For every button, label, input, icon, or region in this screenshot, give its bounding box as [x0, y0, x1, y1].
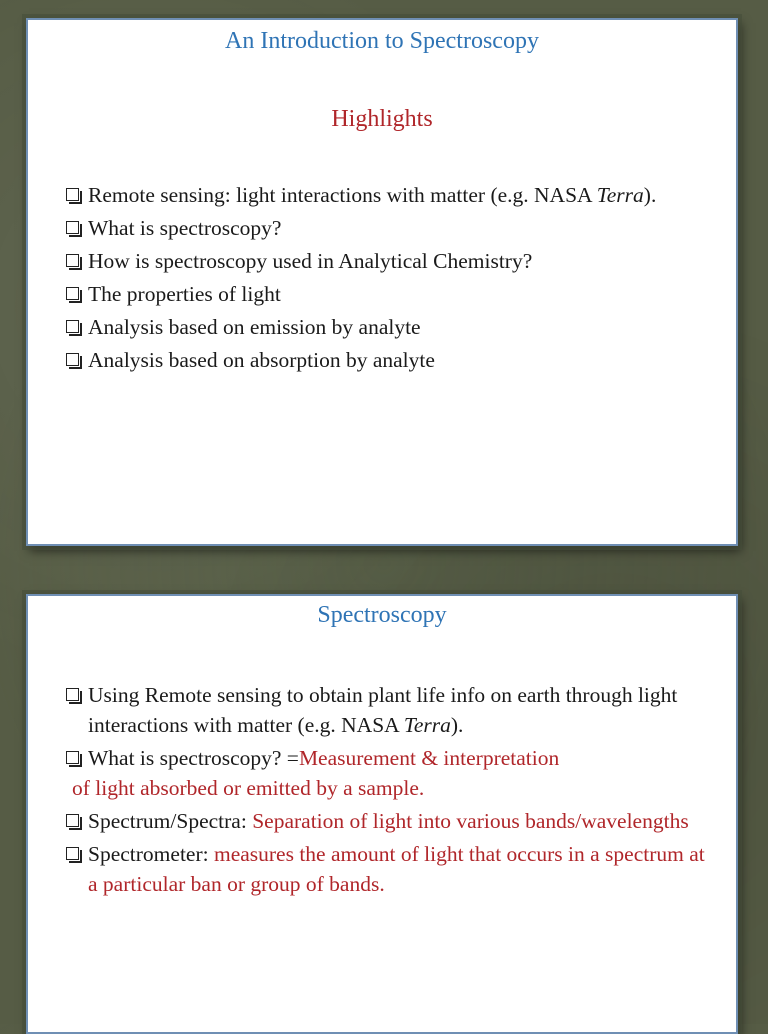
list-item: Analysis based on emission by analyte	[64, 312, 718, 342]
slide-highlights	[26, 18, 738, 546]
checkbox-square-icon	[66, 353, 79, 366]
definition-text: measures the amount of light that occurs in a spectrum at a particular ban or group of bands.	[88, 842, 705, 896]
list-item: What is spectroscopy? =Measurement & interpretation of light absorbed or emitted by a sample.	[64, 743, 718, 803]
checkbox-square-icon	[66, 814, 79, 827]
definition-text-continued: of light absorbed or emitted by a sample.	[72, 776, 425, 800]
slide-spectroscopy	[26, 594, 738, 1034]
checkbox-square-icon	[66, 188, 79, 201]
bullet-list	[64, 680, 718, 902]
list-item: The properties of light	[64, 279, 718, 309]
list-item: Spectrometer: measures the amount of light that occurs in a spectrum at a particular ban or group of bands.	[64, 839, 718, 899]
definition-text: Measurement & interpretation	[298, 746, 560, 770]
list-item: What is spectroscopy?	[64, 213, 718, 243]
checkbox-square-icon	[66, 751, 79, 764]
bullet-list	[64, 180, 718, 378]
list-item: How is spectroscopy used in Analytical Chemistry?	[64, 246, 718, 276]
definition-text: Separation of light into various bands/wavelengths	[252, 809, 689, 833]
list-item: Using Remote sensing to obtain plant life info on earth through light interactions with matter (e.g. NASA Terra).	[64, 680, 718, 740]
list-item: Remote sensing: light interactions with matter (e.g. NASA Terra).	[64, 180, 718, 210]
checkbox-square-icon	[66, 847, 79, 860]
slide-title: An Introduction to Spectroscopy	[225, 28, 539, 54]
checkbox-square-icon	[66, 688, 79, 701]
list-item: Analysis based on absorption by analyte	[64, 345, 718, 375]
slide-subtitle: Highlights	[331, 106, 433, 132]
list-item: Spectrum/Spectra: Separation of light into various bands/wavelengths	[64, 806, 718, 836]
checkbox-square-icon	[66, 221, 79, 234]
checkbox-square-icon	[66, 254, 79, 267]
checkbox-square-icon	[66, 287, 79, 300]
checkbox-square-icon	[66, 320, 79, 333]
slide-title: Spectroscopy	[317, 602, 447, 628]
